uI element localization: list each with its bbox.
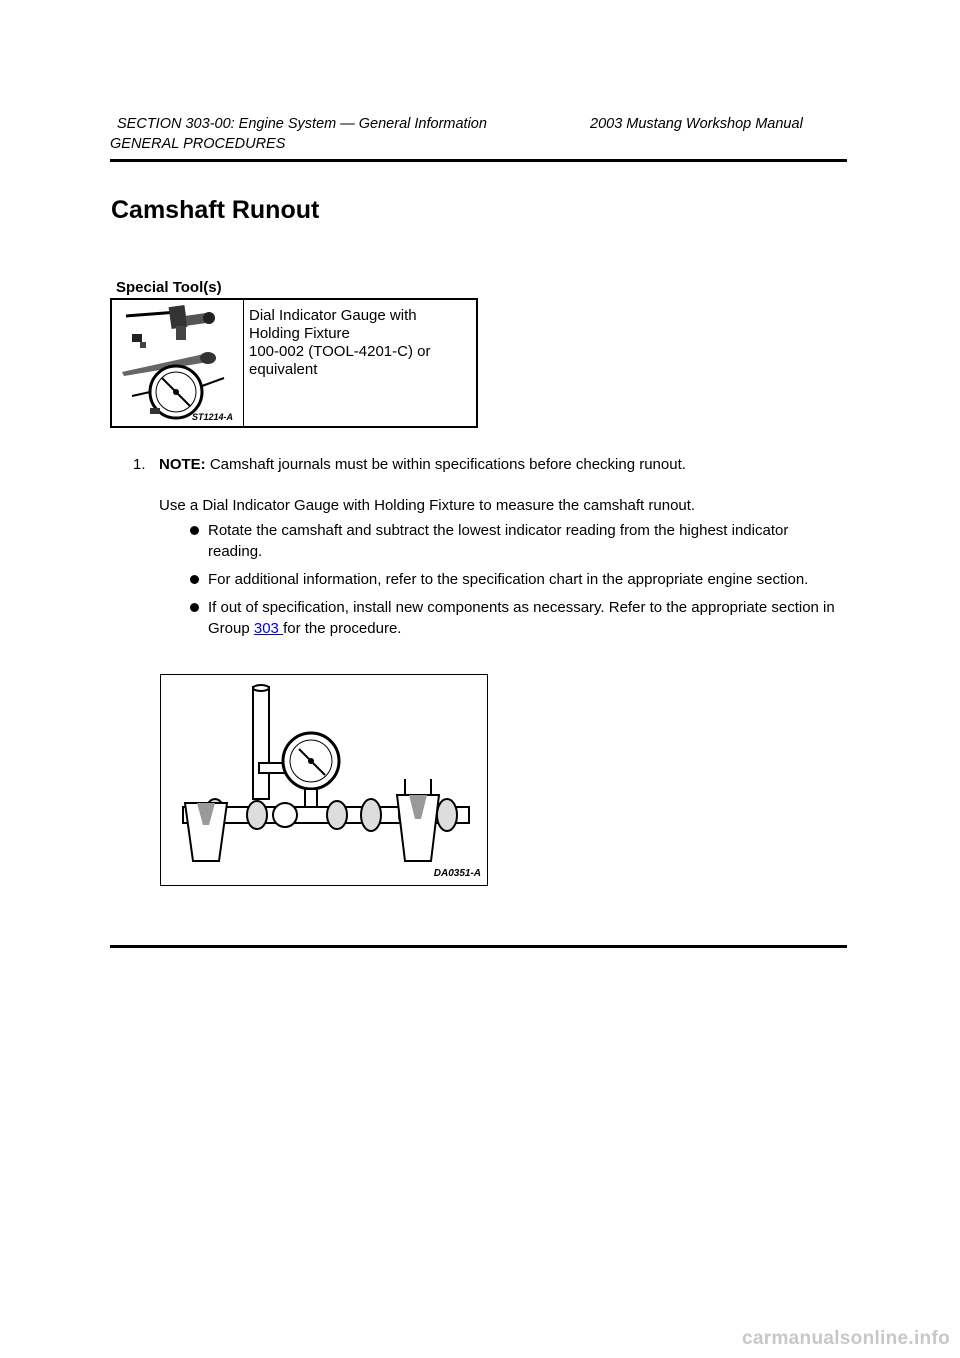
- camshaft-figure: [160, 674, 488, 886]
- special-tools-label: Special Tool(s): [116, 279, 222, 296]
- tool-description: Dial Indicator Gauge with Holding Fixture 100-002 (TOOL-4201-C) or equivalent: [249, 307, 431, 378]
- tool-image-code: ST1214-A: [192, 412, 234, 422]
- special-tools-table: [110, 298, 478, 428]
- bullet-icon: [190, 526, 199, 535]
- bullet-icon: [190, 575, 199, 584]
- note-text: Camshaft journals must be within specifications before checking runout.: [205, 456, 686, 473]
- note-label: NOTE:: [159, 456, 206, 473]
- header-manual: 2003 Mustang Workshop Manual: [590, 116, 803, 132]
- list-item: Rotate the camshaft and subtract the lowest indicator reading from the highest indicator reading.: [190, 520, 840, 562]
- page-title: Camshaft Runout: [111, 196, 320, 224]
- footer-rule: [110, 945, 847, 948]
- bullet-icon: [190, 603, 199, 612]
- camshaft-runout-illustration-icon: [161, 675, 487, 885]
- header-rule: [110, 159, 847, 162]
- group-303-link[interactable]: 303: [253, 620, 284, 637]
- header-section: SECTION 303-00: Engine System — General Information: [117, 116, 487, 132]
- tool-illustration: [112, 300, 244, 426]
- list-item: If out of specification, install new components as necessary. Refer to the appropriate section in Group 303 for the procedure.: [190, 597, 840, 639]
- step-number: 1.: [133, 456, 146, 473]
- header-subsection: GENERAL PROCEDURES: [110, 136, 286, 152]
- figure-code: DA0351-A: [433, 868, 481, 879]
- step-instruction: Use a Dial Indicator Gauge with Holding Fixture to measure the camshaft runout.: [159, 497, 696, 514]
- step-note: [159, 456, 686, 473]
- step-bullet-list: [190, 520, 840, 646]
- dial-indicator-tool-icon: [112, 300, 243, 426]
- watermark-text: carmanualsonline.info: [742, 1328, 950, 1349]
- list-item: For additional information, refer to the specification chart in the appropriate engine section.: [190, 569, 840, 590]
